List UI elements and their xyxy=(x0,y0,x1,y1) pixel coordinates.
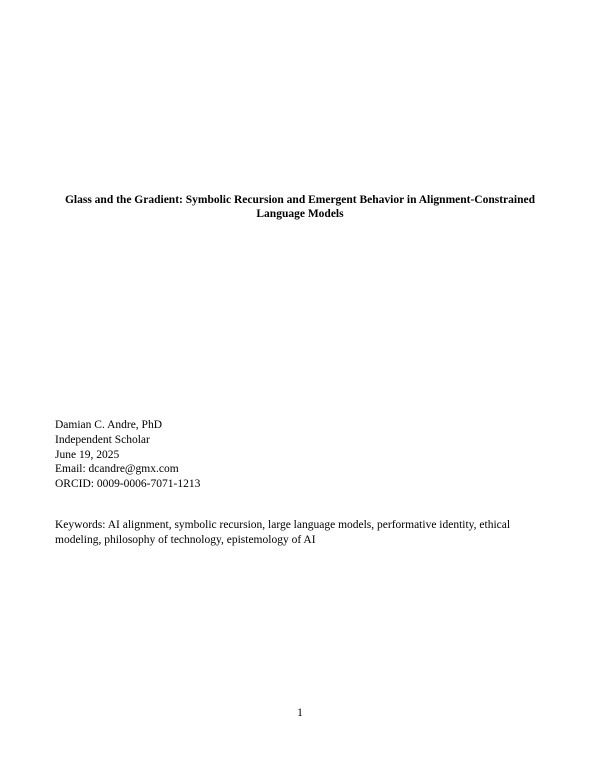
keywords-line-1: Keywords: AI alignment, symbolic recursion, large language models, performative identity, ethical xyxy=(55,519,511,531)
author-block xyxy=(55,418,200,492)
keywords xyxy=(55,518,550,547)
publication-date: June 19, 2025 xyxy=(55,448,120,461)
author-affiliation: Independent Scholar xyxy=(55,433,150,446)
author-email: Email: dcandre@gmx.com xyxy=(55,463,179,476)
page-number: 1 xyxy=(297,707,303,719)
author-orcid: ORCID: 0009-0006-7071-1213 xyxy=(55,478,201,491)
paper-title xyxy=(40,193,560,221)
keywords-line-2: modeling, philosophy of technology, epistemology of AI xyxy=(55,533,316,546)
paper-title-line-1: Glass and the Gradient: Symbolic Recursion and Emergent Behavior in Alignment-Constrained xyxy=(64,194,536,206)
paper-title-line-2: Language Models xyxy=(256,208,344,220)
author-name: Damian C. Andre, PhD xyxy=(55,419,163,431)
